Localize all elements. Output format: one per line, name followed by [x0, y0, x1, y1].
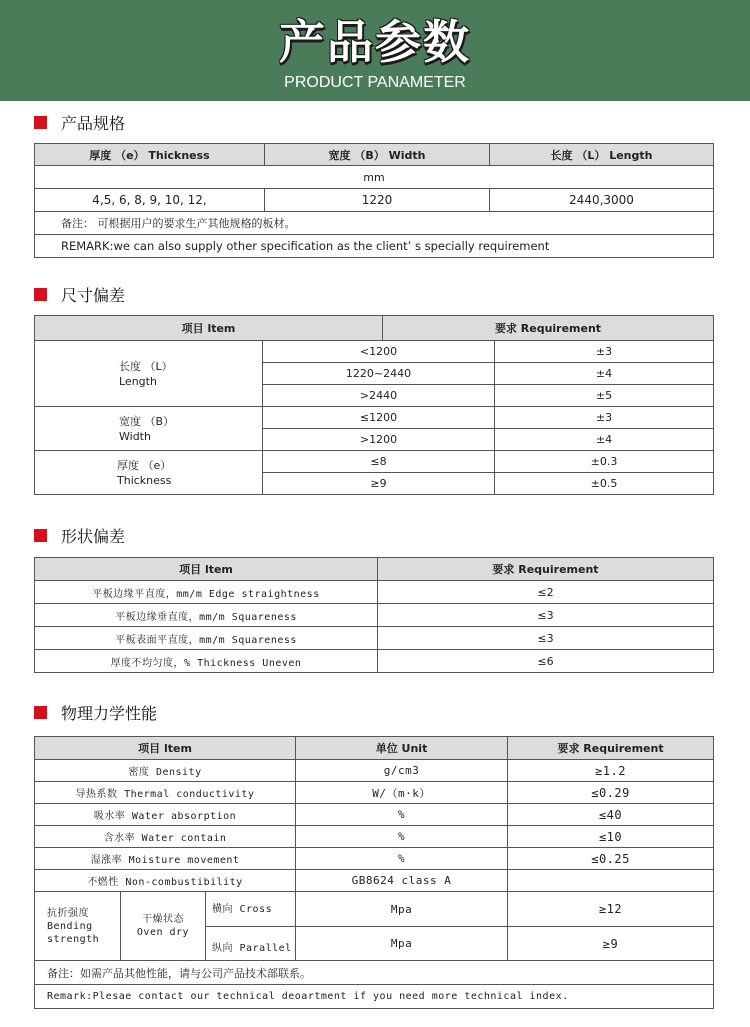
table-cell: Mpa: [296, 892, 508, 927]
table-cell: ≤0.29: [508, 782, 714, 804]
table-cell: ≤2: [378, 581, 714, 604]
section-title: 尺寸偏差: [61, 285, 126, 305]
table-cell: 厚度不均匀度，% Thickness Uneven: [35, 650, 378, 673]
note-en: Remark:Plesae contact our technical deoartment if you need more technical index.: [35, 985, 714, 1009]
shape-table: [34, 557, 714, 673]
table-header: 项目 ltem: [35, 737, 296, 760]
section-spec-header: [34, 112, 125, 132]
note-en: REMARK:we can also supply other specification as the client’ s specially requirement: [35, 235, 714, 258]
length-value: 2440,3000: [490, 189, 714, 212]
table-cell: ≤3: [378, 627, 714, 650]
table-cell: ≤0.25: [508, 848, 714, 870]
table-cell: ≥1.2: [508, 760, 714, 782]
table-cell: 吸水率 Water absorption: [35, 804, 296, 826]
red-square-icon: [34, 529, 47, 542]
page-subtitle: PRODUCT PANAMETER: [284, 74, 466, 91]
table-cell: ≥9: [263, 473, 495, 495]
table-cell: ≥12: [508, 892, 714, 927]
table-cell: 湿涨率 Moisture movement: [35, 848, 296, 870]
table-cell: %: [296, 804, 508, 826]
table-cell: GB8624 class A: [296, 870, 508, 892]
thickness-value: 4,5, 6, 8, 9, 10, 12,: [35, 189, 265, 212]
table-cell: ≤40: [508, 804, 714, 826]
table-cell: ≤8: [263, 451, 495, 473]
table-cell: ±3: [495, 407, 714, 429]
table-cell: %: [296, 848, 508, 870]
section-title: 形状偏差: [61, 526, 126, 546]
table-cell: <1200: [263, 341, 495, 363]
section-title: 物理力学性能: [61, 703, 158, 723]
thickness-label: 厚度 （e） Thickness: [35, 451, 263, 495]
table-header: 单位 Unit: [296, 737, 508, 760]
table-cell: 纵向 Parallel: [206, 927, 296, 961]
unit-cell: mm: [35, 166, 714, 189]
page-title: 产品参数: [279, 15, 471, 69]
length-label: 长度 （L） Length: [35, 341, 263, 407]
dimension-table: [34, 315, 714, 495]
table-header: 要求 Requirement: [508, 737, 714, 760]
header-banner: [0, 0, 750, 101]
table-cell: 不燃性 Non-combustibility: [35, 870, 296, 892]
section-shape-header: [34, 525, 125, 545]
table-header: 要求 Requirement: [383, 316, 714, 341]
table-cell: 导热系数 Thermal conductivity: [35, 782, 296, 804]
table-cell: W/（m·k）: [296, 782, 508, 804]
table-cell: ≤1200: [263, 407, 495, 429]
table-cell: ≤6: [378, 650, 714, 673]
table-cell: 平板边缘平直度，mm/m Edge straightness: [35, 581, 378, 604]
table-cell: Mpa: [296, 927, 508, 961]
table-cell: 密度 Density: [35, 760, 296, 782]
table-cell: >1200: [263, 429, 495, 451]
table-header: 宽度 （B） Width: [265, 144, 490, 166]
table-cell: ±5: [495, 385, 714, 407]
table-cell: ≤10: [508, 826, 714, 848]
section-physical-header: [34, 702, 157, 722]
section-dimension-header: [34, 284, 125, 304]
table-header: 要求 Requirement: [378, 558, 714, 581]
table-cell: %: [296, 826, 508, 848]
red-square-icon: [34, 288, 47, 301]
table-cell: >2440: [263, 385, 495, 407]
table-cell: ≤3: [378, 604, 714, 627]
table-header: 长度 （L） Length: [490, 144, 714, 166]
table-header: 项目 ltem: [35, 558, 378, 581]
table-cell: 横向 Cross: [206, 892, 296, 927]
spec-table: [34, 143, 714, 258]
table-cell: [508, 870, 714, 892]
table-cell: 含水率 Water contain: [35, 826, 296, 848]
table-cell: ±3: [495, 341, 714, 363]
table-cell: ±4: [495, 429, 714, 451]
width-value: 1220: [265, 189, 490, 212]
table-header: 厚度 （e） Thickness: [35, 144, 265, 166]
table-cell: ±4: [495, 363, 714, 385]
table-cell: g/cm3: [296, 760, 508, 782]
oven-dry-label: 干燥状态 Oven dry: [121, 892, 206, 961]
strength-label: 抗折强度 Bending strength: [35, 892, 121, 961]
table-cell: ±0.3: [495, 451, 714, 473]
red-square-icon: [34, 706, 47, 719]
note-cn: 备注：如需产品其他性能，请与公司产品技术部联系。: [35, 961, 714, 985]
red-square-icon: [34, 116, 47, 129]
physical-table: [34, 736, 714, 1009]
note-cn: 备注： 可根据用户的要求生产其他规格的板材。: [35, 212, 714, 235]
table-cell: ≥9: [508, 927, 714, 961]
table-cell: ±0.5: [495, 473, 714, 495]
table-cell: 平板表面平直度，mm/m Squareness: [35, 627, 378, 650]
table-cell: 1220~2440: [263, 363, 495, 385]
table-header: 项目 ltem: [35, 316, 383, 341]
width-label: 宽度 （B） Width: [35, 407, 263, 451]
table-cell: 平板边缘垂直度，mm/m Squareness: [35, 604, 378, 627]
section-title: 产品规格: [61, 113, 126, 133]
